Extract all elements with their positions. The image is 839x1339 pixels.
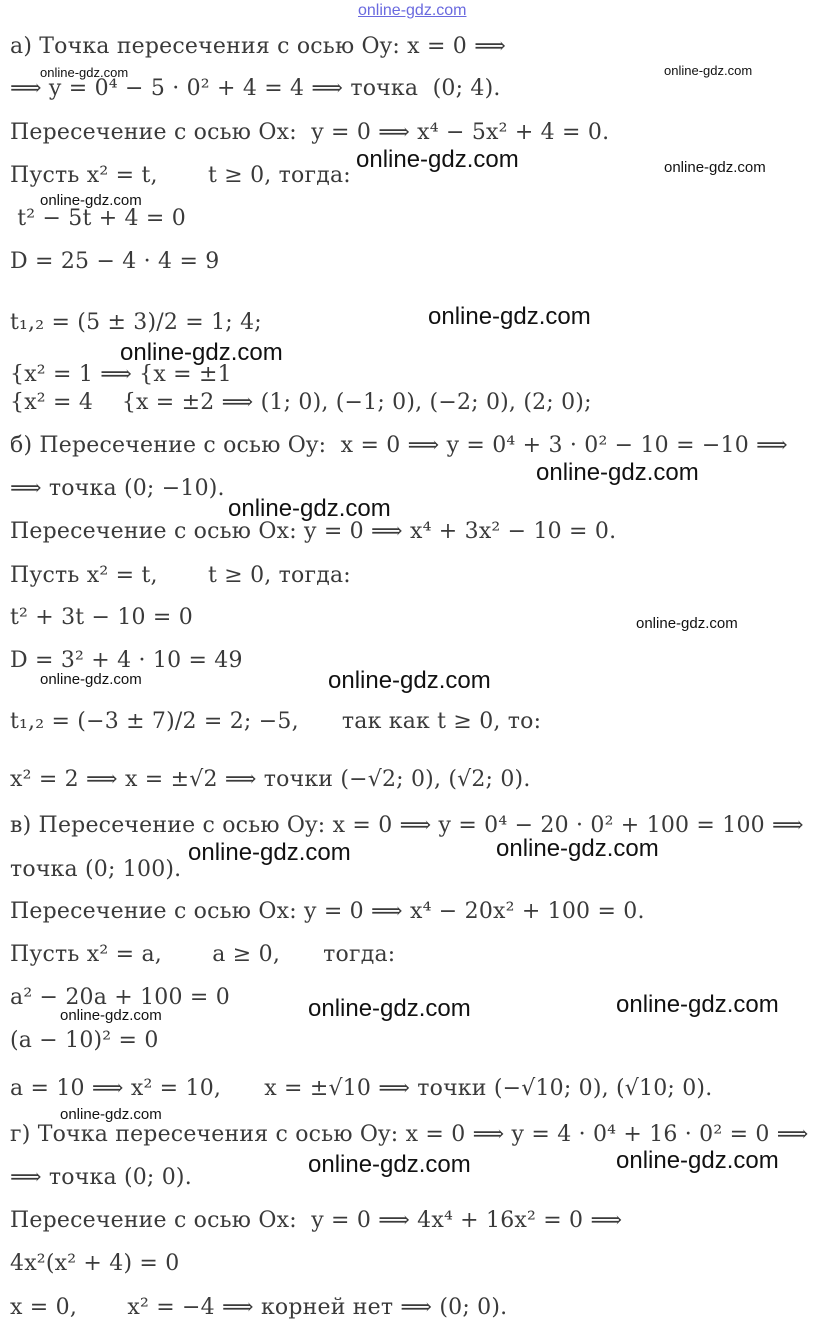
- site-watermark-top[interactable]: online-gdz.com: [358, 2, 467, 19]
- watermark: online-gdz.com: [60, 1106, 162, 1123]
- line-b1: б) Пересечение с осью Oy: x = 0 ⟹ y = 0⁴ + 3 · 0² − 10 = −10 ⟹: [10, 433, 788, 458]
- watermark: online-gdz.com: [328, 667, 491, 694]
- line-c5: a² − 20a + 100 = 0: [10, 985, 230, 1010]
- line-b8: x² = 2 ⟹ x = ±√2 ⟹ точки (−√2; 0), (√2; 0).: [10, 767, 531, 792]
- line-c7: a = 10 ⟹ x² = 10, x = ±√10 ⟹ точки (−√10; 0), (√10; 0).: [10, 1076, 713, 1101]
- line-d4: 4x²(x² + 4) = 0: [10, 1251, 180, 1276]
- line-a8: {x² = 1 ⟹ {x = ±1: [10, 362, 232, 387]
- line-c6: (a − 10)² = 0: [10, 1028, 159, 1053]
- line-b6: D = 3² + 4 · 10 = 49: [10, 648, 243, 673]
- line-a4: Пусть x² = t, t ≥ 0, тогда:: [10, 163, 351, 188]
- line-a5: t² − 5t + 4 = 0: [10, 206, 186, 231]
- line-a9: {x² = 4 {x = ±2 ⟹ (1; 0), (−1; 0), (−2; 0), (2; 0);: [10, 390, 592, 415]
- watermark: online-gdz.com: [496, 835, 659, 862]
- line-a3: Пересечение с осью Ox: y = 0 ⟹ x⁴ − 5x² + 4 = 0.: [10, 120, 610, 145]
- line-a2: ⟹ y = 0⁴ − 5 · 0² + 4 = 4 ⟹ точка (0; 4).: [10, 76, 501, 101]
- watermark: online-gdz.com: [428, 303, 591, 330]
- watermark: online-gdz.com: [40, 65, 129, 80]
- watermark: online-gdz.com: [120, 339, 283, 366]
- line-b3: Пересечение с осью Ox: y = 0 ⟹ x⁴ + 3x² − 10 = 0.: [10, 519, 617, 544]
- watermark: online-gdz.com: [616, 1147, 779, 1174]
- watermark: online-gdz.com: [308, 995, 471, 1022]
- watermark: online-gdz.com: [536, 459, 699, 486]
- line-b2: ⟹ точка (0; −10).: [10, 476, 225, 501]
- line-c3: Пересечение с осью Ox: y = 0 ⟹ x⁴ − 20x² + 100 = 0.: [10, 899, 645, 924]
- line-b4: Пусть x² = t, t ≥ 0, тогда:: [10, 563, 351, 588]
- line-c1: в) Пересечение с осью Oy: x = 0 ⟹ y = 0⁴ − 20 · 0² + 100 = 100 ⟹: [10, 813, 804, 838]
- line-d5: x = 0, x² = −4 ⟹ корней нет ⟹ (0; 0).: [10, 1295, 508, 1320]
- watermark: online-gdz.com: [308, 1151, 471, 1178]
- watermark: online-gdz.com: [356, 146, 519, 173]
- watermark: online-gdz.com: [188, 839, 351, 866]
- line-b7: t₁,₂ = (−3 ± 7)/2 = 2; −5, так как t ≥ 0, то:: [10, 709, 542, 734]
- line-d1: г) Точка пересечения с осью Oy: x = 0 ⟹ y = 4 · 0⁴ + 16 · 0² = 0 ⟹: [10, 1122, 809, 1147]
- watermark: online-gdz.com: [664, 63, 753, 78]
- watermark: online-gdz.com: [40, 192, 142, 209]
- line-a7: t₁,₂ = (5 ± 3)/2 = 1; 4;: [10, 310, 262, 335]
- line-a6: D = 25 − 4 · 4 = 9: [10, 249, 220, 274]
- line-c4: Пусть x² = a, a ≥ 0, тогда:: [10, 942, 396, 967]
- watermark: online-gdz.com: [616, 991, 779, 1018]
- line-d2: ⟹ точка (0; 0).: [10, 1165, 192, 1190]
- watermark: online-gdz.com: [636, 615, 738, 632]
- watermark: online-gdz.com: [228, 495, 391, 522]
- line-a1: а) Точка пересечения с осью Oy: x = 0 ⟹: [10, 34, 506, 59]
- watermark: online-gdz.com: [40, 671, 142, 688]
- line-d3: Пересечение с осью Ox: y = 0 ⟹ 4x⁴ + 16x² = 0 ⟹: [10, 1208, 623, 1233]
- line-c2: точка (0; 100).: [10, 857, 182, 882]
- watermark: online-gdz.com: [60, 1007, 162, 1024]
- watermark: online-gdz.com: [664, 159, 766, 176]
- line-b5: t² + 3t − 10 = 0: [10, 605, 193, 630]
